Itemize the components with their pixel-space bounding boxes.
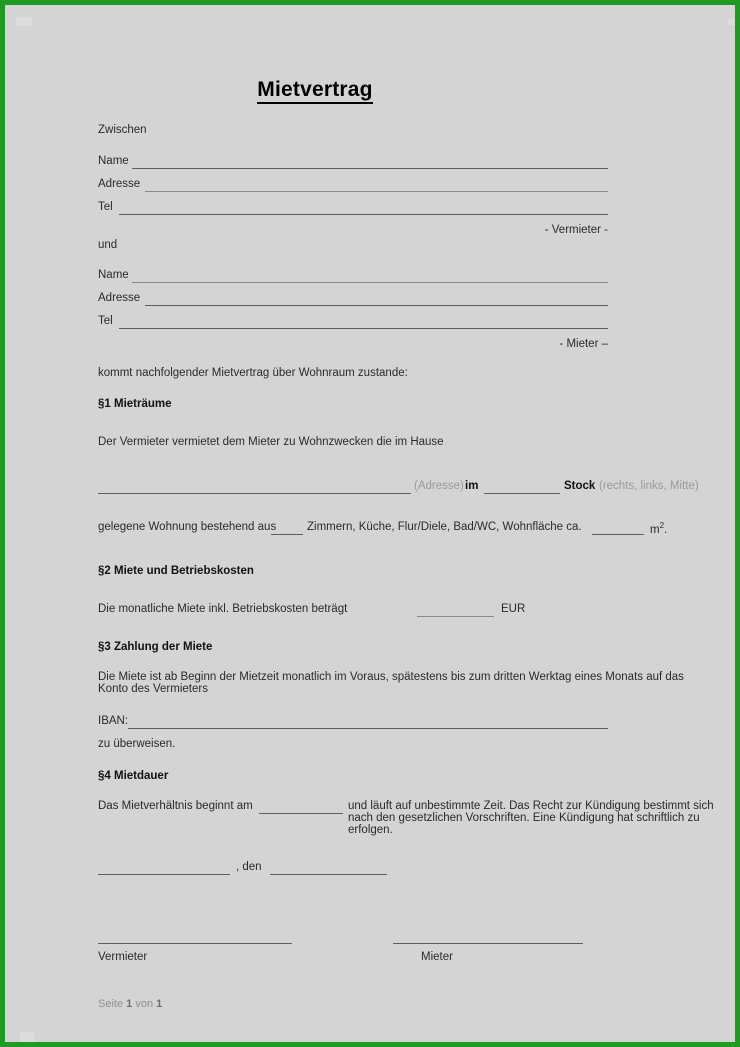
section-1-line-3-prefix: gelegene Wohnung bestehend aus: [98, 521, 277, 533]
tenant-signature-label: Mieter: [421, 951, 453, 963]
section-1-rooms-field[interactable]: [271, 534, 303, 535]
section-1-position-placeholder: (rechts, links, Mitte): [599, 480, 699, 492]
section-2-heading: §2 Miete und Betriebskosten: [98, 565, 254, 577]
section-4-line-1-prefix: Das Mietverhältnis beginnt am: [98, 800, 253, 812]
signing-date-field[interactable]: [270, 874, 387, 875]
section-1-address-field[interactable]: [98, 493, 411, 494]
section-3-line-1: Die Miete ist ab Beginn der Mietzeit monatlich im Voraus, spätestens bis zum dritten Werktag eines Monats auf das Konto des Vermieters: [98, 671, 684, 695]
section-3-line-2: zu überweisen.: [98, 738, 176, 750]
section-3-iban-label: IBAN:: [98, 715, 129, 727]
section-3-heading: §3 Zahlung der Miete: [98, 641, 213, 653]
landlord-address-label: Adresse: [98, 178, 141, 190]
scan-artifact-bottom-left: [20, 1032, 34, 1044]
area-unit-period: .: [664, 523, 668, 536]
tenant-address-field[interactable]: [145, 305, 608, 306]
tenant-phone-label: Tel: [98, 315, 113, 327]
footer-total-pages: 1: [156, 998, 163, 1010]
landlord-phone-label: Tel: [98, 201, 113, 213]
conjunction-und: und: [98, 239, 118, 251]
section-1-line-1: Der Vermieter vermietet dem Mieter zu Wohnzwecken die im Hause: [98, 436, 444, 448]
section-2-rent-field[interactable]: [417, 616, 494, 617]
intro-label: Zwischen: [98, 124, 147, 136]
section-1-area-field[interactable]: [592, 534, 644, 535]
tenant-phone-field[interactable]: [119, 328, 608, 329]
document-sheet: [10, 10, 730, 1037]
page-title: [10, 78, 620, 102]
landlord-address-field[interactable]: [145, 191, 608, 192]
footer-current-page: 1: [126, 998, 133, 1010]
page-footer: [98, 998, 162, 1010]
section-4-start-date-field[interactable]: [259, 813, 343, 814]
tenant-signature-line[interactable]: [393, 943, 583, 944]
scan-artifact-top-left: [16, 17, 32, 26]
landlord-signature-label: Vermieter: [98, 951, 148, 963]
section-2-currency: EUR: [501, 603, 526, 615]
tenant-name-field[interactable]: [132, 282, 608, 283]
section-2-line-1: Die monatliche Miete inkl. Betriebskosten beträgt: [98, 603, 348, 615]
section-4-heading: §4 Mietdauer: [98, 770, 169, 782]
section-1-floor-field[interactable]: [484, 493, 560, 494]
preamble-text: kommt nachfolgender Mietvertrag über Wohnraum zustande:: [98, 367, 408, 379]
area-unit-exponent: 2: [659, 521, 665, 530]
section-1-line-3-middle: Zimmern, Küche, Flur/Diele, Bad/WC, Wohnfläche ca.: [307, 521, 582, 533]
area-unit-text: m: [650, 523, 660, 536]
footer-middle: von: [135, 998, 154, 1010]
section-1-word-im: im: [465, 480, 479, 492]
section-1-area-unit: [650, 521, 667, 536]
section-1-heading: §1 Mieträume: [98, 398, 172, 410]
tenant-address-label: Adresse: [98, 292, 141, 304]
scan-artifact-top-right: [728, 19, 734, 25]
signing-place-field[interactable]: [98, 874, 230, 875]
landlord-name-field[interactable]: [132, 168, 608, 169]
section-4-line-1-rest: und läuft auf unbestimmte Zeit. Das Recht zur Kündigung bestimmt sich nach den gesetzlichen Vorschriften. Eine Kündigung hat schriftlich zu erfolgen.: [348, 800, 714, 836]
page-title-text: Mietvertrag: [257, 78, 372, 104]
section-1-address-placeholder: (Adresse): [414, 480, 464, 492]
tenant-name-label: Name: [98, 269, 129, 281]
landlord-phone-field[interactable]: [119, 214, 608, 215]
footer-prefix: Seite: [98, 998, 124, 1010]
tenant-caption: - Mieter –: [559, 338, 608, 350]
landlord-caption: - Vermieter -: [544, 224, 608, 236]
section-1-word-stock: Stock: [564, 480, 596, 492]
signing-separator: , den: [236, 861, 262, 873]
landlord-signature-line[interactable]: [98, 943, 292, 944]
landlord-name-label: Name: [98, 155, 129, 167]
section-3-iban-field[interactable]: [128, 728, 608, 729]
